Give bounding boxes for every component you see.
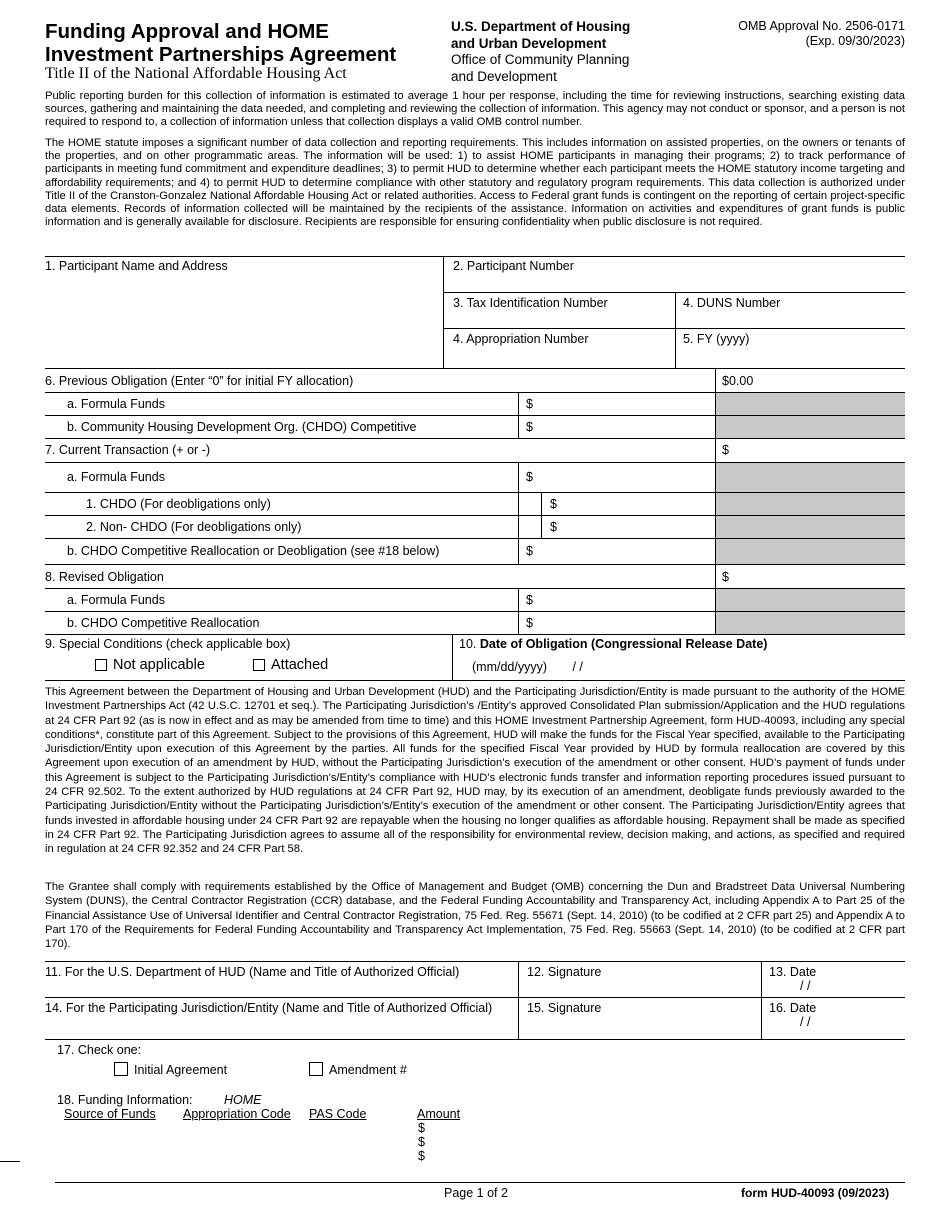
previous-obligation-row: 6. Previous Obligation (Enter “0” for initial FY allocation) bbox=[45, 374, 354, 388]
agency-name: U.S. Department of Housing and Urban Development Office of Community Planning and Development bbox=[451, 19, 631, 84]
formula-funds-7a: a. Formula Funds bbox=[67, 470, 165, 484]
funding-info-label: 18. Funding Information: bbox=[57, 1093, 193, 1107]
chdo-reallocation-7b: b. CHDO Competitive Reallocation or Deobligation (see #18 below) bbox=[67, 544, 440, 558]
participant-date-field[interactable]: 16. Date bbox=[769, 1001, 817, 1015]
statute-statement: The HOME statute imposes a significant number of data collection and reporting requirements. This includes information on assisted properties, on the owners or tenants of the properties, and on other programmatic areas. The information will be used: 1) to assist HOME participants in managing their programs; 2) to track performance of participants in meeting fund commitment and expenditure deadlines; 3) to permit HUD to determine whether each participant meets the HOME statutory income targeting and affordability requirements; and 4) to permit HUD to determine compliance with other statutory and regulatory program requirements. This data collection is authorized under Title II of the Cranston-Gonzalez National Affordable Housing Act or related authorities. Access to Federal grant funds is contingent on the reporting of certain project-specific data elements. Records of information collected will be maintained by the recipients of the assistance. Information on activities and expenditures of grant funds is public information and is generally available for disclosure. Recipients are responsible for ensuring confidentiality when public disclosure is not required. bbox=[45, 137, 905, 229]
participant-signature-field[interactable]: 15. Signature bbox=[527, 1001, 602, 1015]
not-applicable-option[interactable]: Not applicable bbox=[95, 657, 205, 673]
participant-official-field[interactable]: 14. For the Participating Jurisdiction/Entity (Name and Title of Authorized Official) bbox=[45, 1001, 493, 1015]
chdo-deobligation-7a1-amount[interactable]: $ bbox=[550, 497, 557, 511]
formula-funds-8a: a. Formula Funds bbox=[67, 593, 165, 607]
formula-funds-8a-amount[interactable]: $ bbox=[526, 593, 533, 607]
amount-header: Amount bbox=[417, 1107, 461, 1121]
not-applicable-checkbox[interactable] bbox=[95, 659, 107, 671]
appropriation-number-field[interactable]: 4. Appropriation Number bbox=[453, 332, 589, 346]
funding-amount-3[interactable]: $ bbox=[418, 1149, 425, 1163]
source-of-funds-header: Source of Funds bbox=[64, 1107, 156, 1121]
hud-date-slashes: / / bbox=[800, 979, 811, 993]
amendment-option[interactable]: Amendment # bbox=[309, 1062, 407, 1077]
amendment-checkbox[interactable] bbox=[309, 1062, 323, 1076]
agreement-text: This Agreement between the Department of Housing and Urban Development (HUD) and the Participating Jurisdiction/Entity is made pursuant to the authority of the HOME Investment Partnerships Act (42 U.S.C. 12701 et seq.). The Participating Jurisdiction’s /Entity’s approved Consolidated Plan submission/Application and the HUD regulations at 24 CFR Part 92 (as is now in effect and as may be amended from time to time) and this HOME Investment Partnership Agreement, form HUD-40093, including any special conditions*, constitute part of this Agreement. Subject to the provisions of this Agreement, HUD will make the funds for the Fiscal Year specified, available to the Participating Jurisdiction/Entity upon execution of this Agreement by the parties. All funds for the specified Fiscal Year provided by HUD by formula reallocation are covered by this Agreement upon execution of an amendment by HUD, without the Participating Jurisdiction’s execution of the amendment or other consent. HUD’s payment of funds under this Agreement is subject to the Participating Jurisdiction’s/Entity’s compliance with HUD’s electronic funds transfer and information reporting procedures issued pursuant to 24 CFR 92.502. To the extent authorized by HUD regulations at 24 CFR Part 92, HUD may, by its execution of an amendment, deobligate funds previously awarded to the Participating Jurisdiction/Entity without the Participating Jurisdiction’s/Entity’s execution of the amendment or other consent. The Participating Jurisdiction/Entity agrees that funds invested in affordable housing under 24 CFR Part 92 are repayable when the housing no longer qualifies as affordable housing. Repayment shall be made as specified in 24 CFR Part 92. The Participating Jurisdiction agrees to assume all of the responsibility for environmental review, decision making, and actions, as specified and required in regulation at 24 CFR 92.352 and 24 CFR Part 58. bbox=[45, 686, 905, 856]
chdo-reallocation-8b: b. CHDO Competitive Reallocation bbox=[67, 616, 260, 630]
chdo-deobligation-7a1: 1. CHDO (For deobligations only) bbox=[86, 497, 271, 511]
chdo-competitive-6b-amount[interactable]: $ bbox=[526, 420, 533, 434]
margin-mark bbox=[0, 1161, 20, 1162]
hud-signature-field[interactable]: 12. Signature bbox=[527, 965, 602, 979]
hud-official-field[interactable]: 11. For the U.S. Department of HUD (Name and Title of Authorized Official) bbox=[45, 965, 460, 979]
participant-date-slashes: / / bbox=[800, 1015, 811, 1029]
revised-obligation-row: 8. Revised Obligation bbox=[45, 570, 164, 584]
obligation-date-input[interactable]: (mm/dd/yyyy) / / bbox=[472, 660, 583, 674]
fiscal-year-field[interactable]: 5. FY (yyyy) bbox=[683, 332, 750, 346]
form-number: form HUD-40093 (09/2023) bbox=[741, 1186, 890, 1200]
initial-agreement-checkbox[interactable] bbox=[114, 1062, 128, 1076]
obligation-date-label: 10. Date of Obligation (Congressional Release Date) bbox=[459, 637, 768, 651]
revised-obligation-amount[interactable]: $ bbox=[722, 570, 729, 584]
burden-statement: Public reporting burden for this collection of information is estimated to average 1 hour per response, including the time for reviewing instructions, searching existing data sources, gathering and maintaining the data needed, and completing and reviewing the collection of information. This agency may not conduct or sponsor, and a person is not required to respond to, a collection of information unless that collection displays a valid OMB control number. bbox=[45, 90, 905, 129]
duns-number-field[interactable]: 4. DUNS Number bbox=[683, 296, 781, 310]
current-transaction-row: 7. Current Transaction (+ or -) bbox=[45, 443, 210, 457]
appropriation-code-header: Appropriation Code bbox=[183, 1107, 291, 1121]
funding-program: HOME bbox=[224, 1093, 262, 1107]
form-subtitle: Title II of the National Affordable Housing Act bbox=[45, 65, 347, 82]
pas-code-header: PAS Code bbox=[309, 1107, 367, 1121]
chdo-reallocation-8b-amount[interactable]: $ bbox=[526, 616, 533, 630]
grantee-requirements-text: The Grantee shall comply with requirements established by the Office of Management and Budget (OMB) concerning the Dun and Bradstreet Data Universal Numbering System (DUNS), the Central Contractor Registration (CCR) database, and the Federal Funding Accountability and Transparency Act, including Appendix A to Part 25 of the Financial Assistance Use of Universal Identifier and Central Contractor Registration, 75 Fed. Reg. 55671 (Sept. 14, 2010) (to be codified at 2 CFR part 25) and Appendix A to Part 170 of the Requirements for Federal Funding Accountability and Transparency Act Implementation, 75 Fed. Reg. 55663 (Sept. 14, 2010) (to be codified at 2 CFR part 170). bbox=[45, 881, 905, 951]
omb-approval: OMB Approval No. 2506-0171 (Exp. 09/30/2023) bbox=[738, 19, 905, 48]
non-chdo-deobligation-7a2-amount[interactable]: $ bbox=[550, 520, 557, 534]
funding-amount-1[interactable]: $ bbox=[418, 1121, 425, 1135]
chdo-reallocation-7b-amount[interactable]: $ bbox=[526, 544, 533, 558]
initial-agreement-option[interactable]: Initial Agreement bbox=[114, 1062, 227, 1077]
chdo-competitive-6b: b. Community Housing Development Org. (CHDO) Competitive bbox=[67, 420, 417, 434]
tax-id-field[interactable]: 3. Tax Identification Number bbox=[453, 296, 608, 310]
participant-number-field[interactable]: 2. Participant Number bbox=[453, 259, 574, 273]
formula-funds-6a: a. Formula Funds bbox=[67, 397, 165, 411]
form-title: Funding Approval and HOME Investment Partnerships Agreement bbox=[45, 20, 397, 66]
current-transaction-amount[interactable]: $ bbox=[722, 443, 729, 457]
formula-funds-7a-amount[interactable]: $ bbox=[526, 470, 533, 484]
check-one-label: 17. Check one: bbox=[57, 1043, 142, 1057]
page-number: Page 1 of 2 bbox=[444, 1186, 508, 1200]
participant-name-field[interactable]: 1. Participant Name and Address bbox=[45, 259, 228, 273]
funding-amount-2[interactable]: $ bbox=[418, 1135, 425, 1149]
formula-funds-6a-amount[interactable]: $ bbox=[526, 397, 533, 411]
non-chdo-deobligation-7a2: 2. Non- CHDO (For deobligations only) bbox=[86, 520, 302, 534]
attached-checkbox[interactable] bbox=[253, 659, 265, 671]
previous-obligation-value[interactable]: $0.00 bbox=[722, 374, 754, 388]
attached-option[interactable]: Attached bbox=[253, 657, 328, 673]
hud-date-field[interactable]: 13. Date bbox=[769, 965, 817, 979]
special-conditions-label: 9. Special Conditions (check applicable box) bbox=[45, 637, 291, 651]
